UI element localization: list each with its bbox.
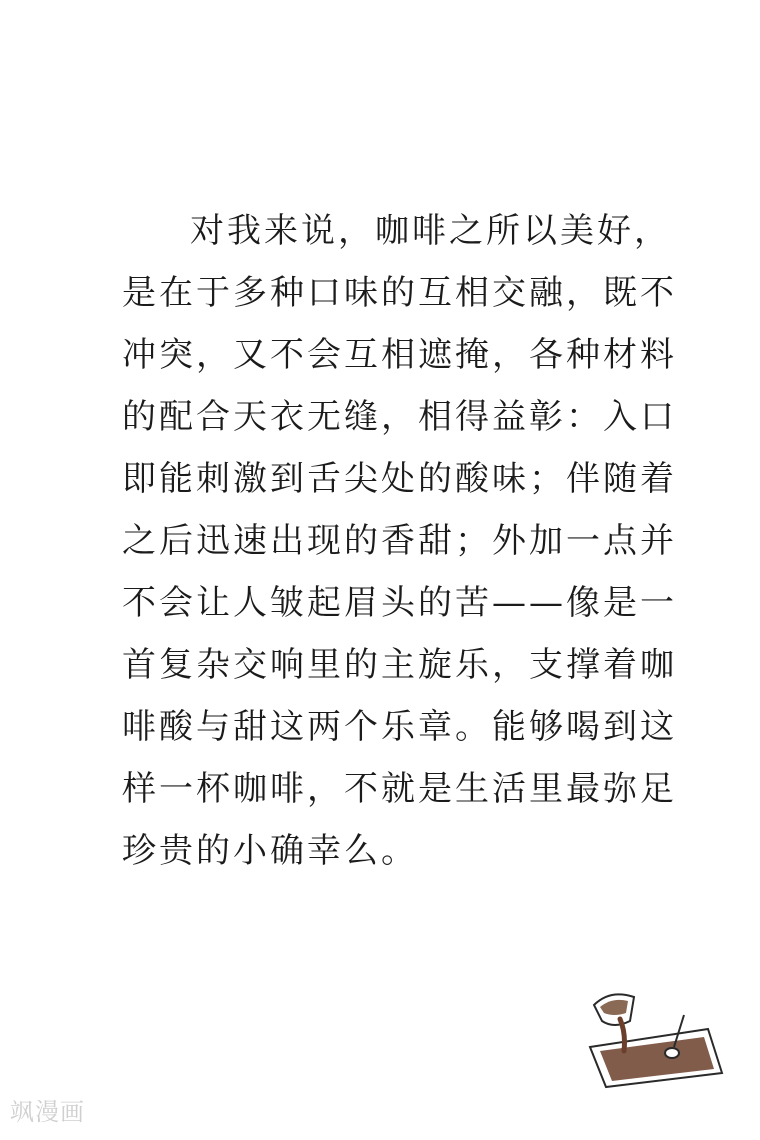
text-line-5: 即能刺激到舌尖处的酸味；伴随着 bbox=[122, 459, 677, 499]
text-line-3: 冲突，又不会互相遮掩，各种材料 bbox=[122, 335, 677, 375]
coffee-pouring-icon bbox=[580, 985, 730, 1095]
watermark: 飒漫画 bbox=[10, 1098, 85, 1126]
text-line-2: 是在于多种口味的互相交融，既不 bbox=[122, 273, 677, 313]
text-line-7: 不会让人皱起眉头的苦——像是一 bbox=[122, 583, 677, 623]
text-line-6: 之后迅速出现的香甜；外加一点并 bbox=[122, 521, 677, 561]
paragraph bbox=[122, 200, 677, 882]
text-line-4: 的配合天衣无缝，相得益彰：入口 bbox=[122, 397, 677, 437]
text-line-11: 珍贵的小确幸么。 bbox=[122, 831, 418, 871]
text-line-9: 啡酸与甜这两个乐章。能够喝到这 bbox=[122, 707, 677, 747]
spoon-head bbox=[665, 1048, 679, 1058]
text-line-10: 样一杯咖啡，不就是生活里最弥足 bbox=[122, 769, 677, 809]
text-line-1: 对我来说，咖啡之所以美好， bbox=[190, 211, 671, 251]
text-line-8: 首复杂交响里的主旋乐，支撑着咖 bbox=[122, 645, 677, 685]
